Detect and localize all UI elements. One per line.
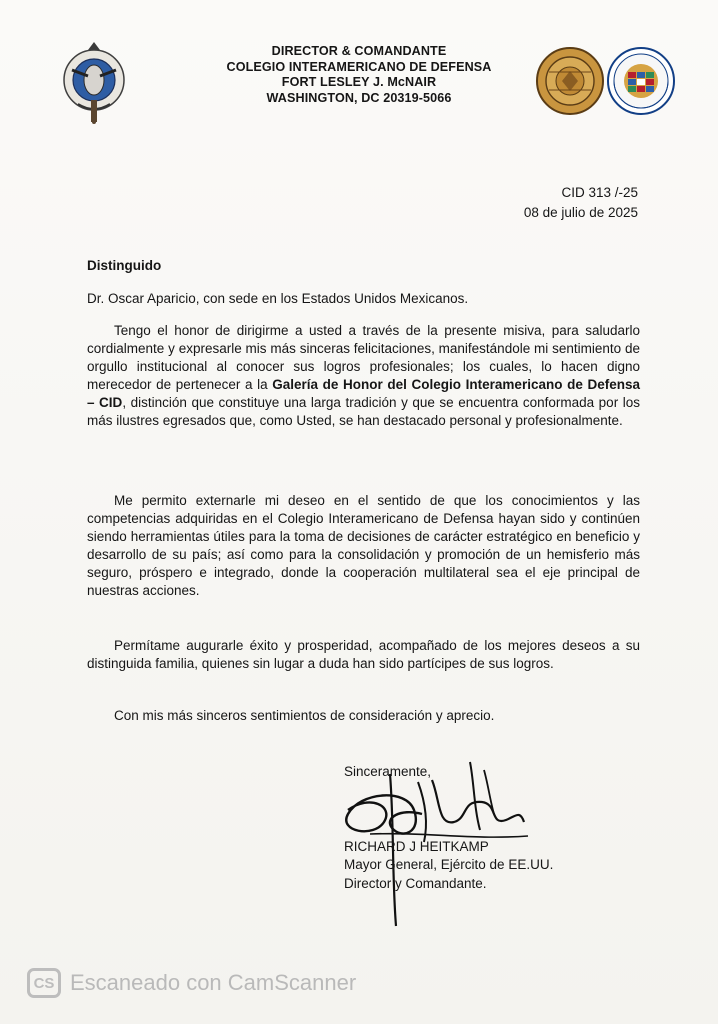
document-reference xyxy=(524,183,638,223)
recipient-line: Dr. Oscar Aparicio, con sede en los Estados Unidos Mexicanos. xyxy=(87,291,469,306)
cid-seal-icon xyxy=(535,46,605,116)
oas-seal-icon xyxy=(606,46,676,116)
signatory-rank: Mayor General, Ejército de EE.UU. xyxy=(344,857,554,872)
signature-block xyxy=(344,763,553,893)
paragraph-1 xyxy=(87,322,640,430)
paragraph-2: Me permito externarle mi deseo en el sentido de que los conocimientos y las competencias adquiridas en el Colegio Interamericano de Defensa hayan sido y continúen siendo herramientas útiles para la toma de decisiones de carácter estratégico en beneficio y desarrollo de su país; así como para la consolidación y promoción de un hemisferio más seguro, próspero e integrado, donde la cooperación multilateral sea el eje principal de nuestras acciones. xyxy=(87,493,640,598)
signatory-title: Director y Comandante. xyxy=(344,875,487,891)
reference-date: 08 de julio de 2025 xyxy=(523,205,638,220)
header-line-3: FORT LESLEY J. McNAIR xyxy=(281,75,437,89)
closing-line: Con mis más sinceros sentimientos de consideración y aprecio. xyxy=(114,708,495,723)
paragraph-1-part-1: Tengo el honor de dirigirme a usted a través de la presente misiva, para saludarlo cordialmente y expresarle mis más sinceras felicitaciones, manifestándole mi sentimiento de orgullo institucional al conocer sus logros profesionales; los cuales, lo hacen digno merecedor de pertenecer a la xyxy=(87,323,640,392)
header-line-1: DIRECTOR & COMANDANTE xyxy=(271,44,447,58)
paragraph-1-bold-text: Galería de Honor del Colegio Interamericano de Defensa – CID xyxy=(87,377,640,410)
camscanner-text: Escaneado con CamScanner xyxy=(70,970,357,995)
header-line-4: WASHINGTON, DC 20319-5066 xyxy=(266,90,452,105)
reference-number: CID 313 /-25 xyxy=(561,185,638,200)
camscanner-watermark xyxy=(27,968,356,998)
paragraph-1-part-2: , distinción que constituye una larga tradición y que se encuentra conformada por los más ilustres egresados que, como Usted, se han destacado personal y profesionalmente. xyxy=(87,395,640,428)
signatory-name: RICHARD J HEITKAMP xyxy=(344,838,489,854)
valediction: Sinceramente, xyxy=(344,764,432,779)
header-line-2: COLEGIO INTERAMERICANO DE DEFENSA xyxy=(226,59,492,74)
camscanner-logo-icon: CS xyxy=(27,968,61,998)
salutation: Distinguido xyxy=(87,258,162,273)
paragraph-3: Permítame augurarle éxito y prosperidad, acompañado de los mejores deseos a su distinguida familia, quienes sin lugar a duda han sido partícipes de sus logros. xyxy=(87,638,640,671)
